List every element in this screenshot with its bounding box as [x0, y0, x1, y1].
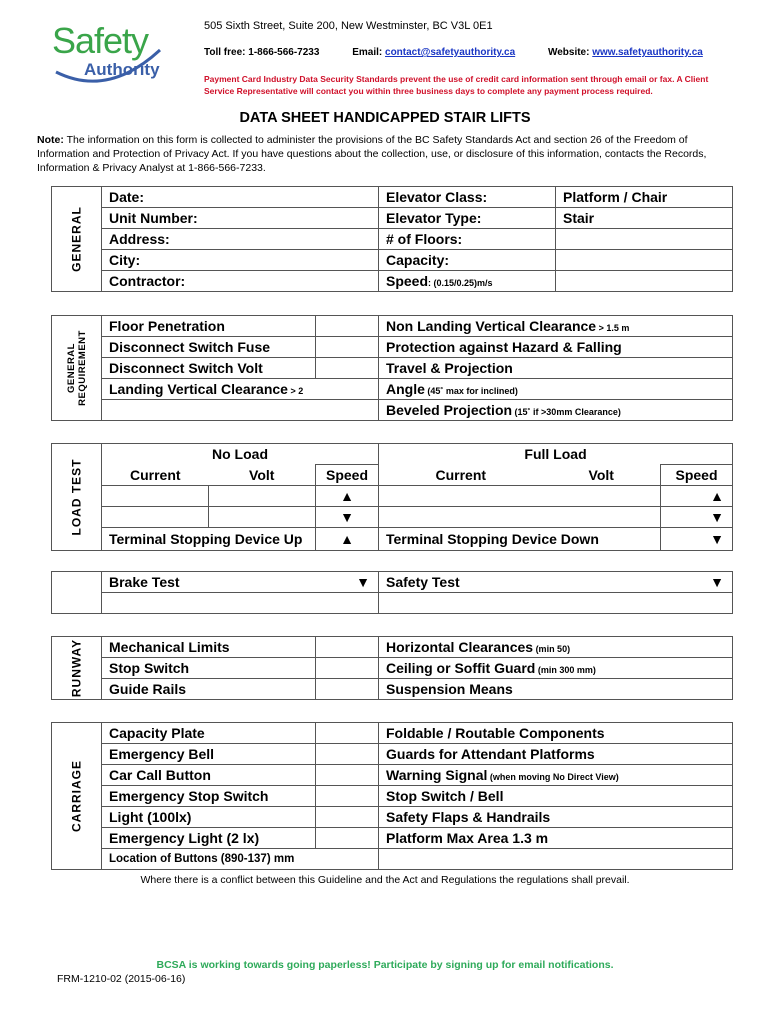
down-arrow-icon: ▼ [316, 572, 379, 593]
safety-test-field[interactable]: Safety Test ▼ [379, 572, 733, 593]
platform-area-field[interactable]: Platform Max Area 1.3 m [379, 828, 733, 849]
type-value: Stair [556, 208, 733, 229]
paperless-notice: BCSA is working towards going paperless! Participate by signing up for email notifications. [156, 959, 614, 971]
suspension-field[interactable]: Suspension Means [379, 679, 733, 700]
no-load-speed-header: Speed [316, 465, 379, 486]
no-load-current-header: Current [102, 465, 209, 486]
website-group: Website: www.safetyauthority.ca [547, 47, 703, 58]
no-load-header: No Load [102, 444, 379, 465]
city-field[interactable]: City: [102, 250, 379, 271]
empty-cell [556, 271, 733, 292]
mechanical-limits-field[interactable]: Mechanical Limits [102, 637, 316, 658]
logo-authority-text: Authority [84, 60, 160, 79]
empty-cell[interactable] [316, 828, 379, 849]
floor-penetration-field[interactable]: Floor Penetration [102, 316, 316, 337]
empty-cell[interactable] [316, 744, 379, 765]
empty-cell[interactable] [316, 658, 379, 679]
full-load-header: Full Load [379, 444, 733, 465]
page-title: DATA SHEET HANDICAPPED STAIR LIFTS [239, 110, 531, 126]
light-field[interactable]: Light (100lx) [102, 807, 316, 828]
down-arrow-icon: ▼ [661, 507, 733, 528]
brake-test-field[interactable]: Brake Test [102, 572, 316, 593]
no-load-current-up[interactable] [102, 486, 209, 507]
date-field[interactable]: Date: [102, 187, 379, 208]
class-value: Platform / Chair [556, 187, 733, 208]
email-group: Email: contact@safetyauthority.ca [352, 47, 516, 58]
horizontal-clearance-field[interactable]: Horizontal Clearances (min 50) [379, 637, 733, 658]
foldable-field[interactable]: Foldable / Routable Components [379, 723, 733, 744]
nonlanding-clearance-field[interactable]: Non Landing Vertical Clearance > 1.5 m [379, 316, 733, 337]
elevator-type-field[interactable]: Elevator Type: [379, 208, 556, 229]
down-arrow-icon: ▼ [316, 507, 379, 528]
guide-rails-field[interactable]: Guide Rails [102, 679, 316, 700]
empty-cell[interactable] [316, 337, 379, 358]
empty-cell [556, 229, 733, 250]
elevator-class-field[interactable]: Elevator Class: [379, 187, 556, 208]
warning-signal-field[interactable]: Warning Signal (when moving No Direct View) [379, 765, 733, 786]
safety-authority-logo [48, 20, 168, 96]
disconnect-fuse-field[interactable]: Disconnect Switch Fuse [102, 337, 316, 358]
angle-field[interactable]: Angle (45˚ max for inclined) [379, 379, 733, 400]
conflict-notice: Where there is a conflict between this Guideline and the Act and Regulations the regulations shall prevail. [140, 874, 630, 886]
privacy-note: Note: The information on this form is collected to administer the provisions of the BC Safety Standards Act and section 26 of the Freedom of Information and Protection of Privacy Act. If you have questions about the collection, use, or disclosure of this information, contacts the Records, Information & Privacy Analyst at 1-866-566-7233. [37, 134, 707, 174]
safety-flaps-field[interactable]: Safety Flaps & Handrails [379, 807, 733, 828]
up-arrow-icon: ▲ [661, 486, 733, 507]
disconnect-volt-field[interactable]: Disconnect Switch Volt [102, 358, 316, 379]
ceiling-guard-field[interactable]: Ceiling or Soffit Guard (min 300 mm) [379, 658, 733, 679]
capacity-field[interactable]: Capacity: [379, 250, 556, 271]
form-number: FRM-1210-02 (2015-06-16) [57, 973, 186, 985]
website-link[interactable]: www.safetyauthority.ca [592, 47, 703, 58]
empty-cell[interactable] [379, 849, 733, 870]
empty-cell[interactable] [316, 786, 379, 807]
tollfree: Toll free: 1-866-566-7233 [204, 47, 320, 58]
emergency-stop-field[interactable]: Emergency Stop Switch [102, 786, 316, 807]
contractor-field[interactable]: Contractor: [102, 271, 379, 292]
floors-field[interactable]: # of Floors: [379, 229, 556, 250]
landing-clearance-field[interactable]: Landing Vertical Clearance > 2 [102, 379, 379, 400]
general-side-label: GENERAL [52, 187, 102, 292]
runway-section [51, 636, 733, 700]
brake-section [51, 571, 733, 614]
beveled-field[interactable]: Beveled Projection (15˚ if >30mm Clearance) [379, 400, 733, 421]
capacity-plate-field[interactable]: Capacity Plate [102, 723, 316, 744]
no-load-volt-header: Volt [209, 465, 316, 486]
requirement-side-label: GENERAL REQUIREMENT [52, 316, 102, 421]
empty-cell[interactable] [316, 807, 379, 828]
empty-cell[interactable] [316, 723, 379, 744]
empty-cell [102, 400, 379, 421]
safety-value[interactable] [379, 593, 733, 614]
up-arrow-icon: ▲ [316, 528, 379, 551]
full-load-current-header: Current [379, 465, 543, 486]
emergency-light-field[interactable]: Emergency Light (2 lx) [102, 828, 316, 849]
no-load-current-down[interactable] [102, 507, 209, 528]
up-arrow-icon: ▲ [316, 486, 379, 507]
load-test-side-label: LOAD TEST [52, 444, 102, 551]
requirement-section [51, 315, 733, 421]
address-field[interactable]: Address: [102, 229, 379, 250]
pci-notice: Payment Card Industry Data Security Standards prevent the use of credit card information sent through email or fax. A Client Service Representative will contact you within three business days to complete any payment process required. [204, 74, 709, 96]
empty-cell[interactable] [316, 765, 379, 786]
stop-switch-field[interactable]: Stop Switch [102, 658, 316, 679]
runway-side-label: RUNWAY [52, 637, 102, 700]
empty-cell[interactable] [316, 637, 379, 658]
tsd-up-field[interactable]: Terminal Stopping Device Up [102, 528, 316, 551]
general-section [51, 186, 733, 292]
empty-cell[interactable] [316, 679, 379, 700]
load-test-section [51, 443, 733, 551]
empty-cell[interactable] [316, 358, 379, 379]
travel-field[interactable]: Travel & Projection [379, 358, 733, 379]
speed-field[interactable]: Speed: (0.15/0.25)m/s [379, 271, 556, 292]
email-link[interactable]: contact@safetyauthority.ca [385, 47, 516, 58]
tsd-down-field[interactable]: Terminal Stopping Device Down [379, 528, 661, 551]
no-load-volt-up[interactable] [209, 486, 316, 507]
guards-field[interactable]: Guards for Attendant Platforms [379, 744, 733, 765]
down-arrow-icon: ▼ [710, 574, 724, 590]
emergency-bell-field[interactable]: Emergency Bell [102, 744, 316, 765]
carriage-side-label: CARRIAGE [52, 723, 102, 870]
empty-cell [556, 250, 733, 271]
no-load-volt-down[interactable] [209, 507, 316, 528]
down-arrow-icon: ▼ [661, 528, 733, 551]
full-load-down-field[interactable] [379, 507, 661, 528]
car-call-field[interactable]: Car Call Button [102, 765, 316, 786]
unit-number-field[interactable]: Unit Number: [102, 208, 379, 229]
header-address: 505 Sixth Street, Suite 200, New Westminster, BC V3L 0E1 [204, 20, 493, 32]
header-contacts [204, 47, 703, 58]
brake-value[interactable] [102, 593, 379, 614]
buttons-location-field[interactable]: Location of Buttons (890-137) mm [102, 849, 379, 870]
brake-side [52, 572, 102, 614]
stop-bell-field[interactable]: Stop Switch / Bell [379, 786, 733, 807]
protection-field[interactable]: Protection against Hazard & Falling [379, 337, 733, 358]
full-load-speed-header: Speed [661, 465, 733, 486]
logo-safety-text: Safety [52, 20, 149, 61]
full-load-volt-header: Volt [543, 465, 661, 486]
carriage-section [51, 722, 733, 870]
full-load-up-field[interactable] [379, 486, 661, 507]
empty-cell[interactable] [316, 316, 379, 337]
